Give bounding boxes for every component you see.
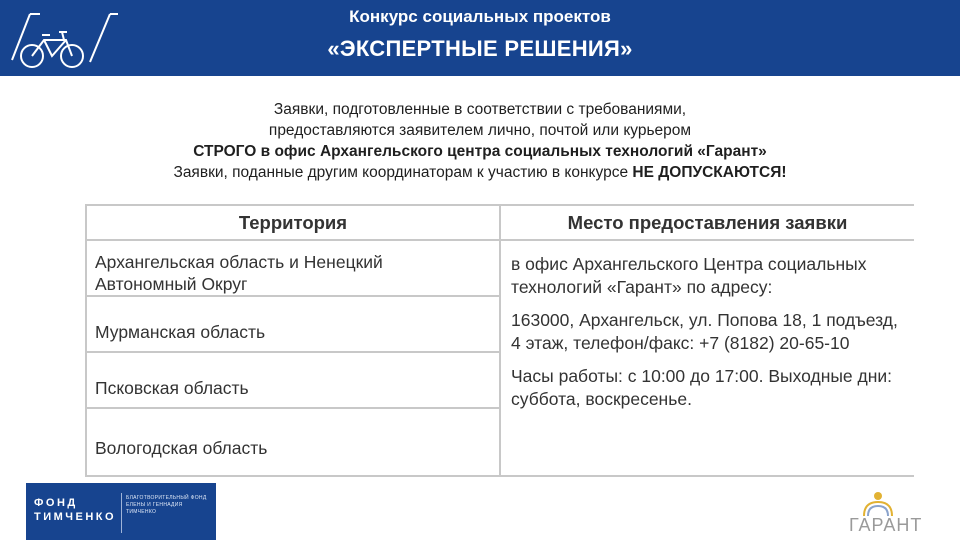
place-office: в офис Архангельского Центра социальных технологий «Гарант» по адресу:	[511, 254, 867, 297]
column-header-territory: Территория	[86, 205, 500, 240]
fund-name-line-1: ФОНД	[34, 497, 78, 509]
place-address: 163000, Архангельск, ул. Попова 18, 1 подъезд, 4 этаж, телефон/факс: +7 (8182) 20-65-10	[511, 310, 898, 353]
contest-subtitle: Конкурс социальных проектов	[349, 7, 611, 26]
place-cell	[500, 240, 914, 476]
place-hours: Часы работы: с 10:00 до 17:00. Выходные дни: суббота, воскресенье.	[511, 366, 893, 409]
intro-line-4-emphasis: НЕ ДОПУСКАЮТСЯ!	[632, 164, 787, 181]
submission-table	[85, 204, 914, 477]
territory-cell: Псковская область	[86, 352, 500, 408]
fund-name	[34, 496, 116, 524]
territory-cell: Мурманская область	[86, 296, 500, 352]
timchenko-fund-logo	[26, 483, 216, 540]
intro-line-2: предоставляются заявителем лично, почтой или курьером	[268, 122, 692, 139]
fund-divider	[121, 493, 122, 533]
fund-name-line-2: ТИМЧЕНКО	[34, 511, 117, 523]
territory-cell: Вологодская область	[86, 408, 500, 476]
intro-line-4-text: Заявки, поданные другим координаторам к участию в конкурсе	[173, 164, 633, 181]
page-title: «ЭКСПЕРТНЫЕ РЕШЕНИЯ»	[327, 36, 633, 61]
intro-text	[60, 99, 900, 183]
intro-line-1: Заявки, подготовленные в соответствии с требованиями,	[273, 101, 687, 118]
intro-line-3: СТРОГО в офис Архангельского центра социальных технологий «Гарант»	[193, 143, 767, 160]
intro-line-4	[60, 162, 900, 183]
header-bar	[0, 0, 960, 76]
territory-cell: Архангельская область и Ненецкий Автономный Округ	[86, 240, 500, 296]
fund-description: БЛАГОТВОРИТЕЛЬНЫЙ ФОНД ЕЛЕНЫ И ГЕННАДИЯ ТИМЧЕНКО	[126, 495, 207, 515]
column-header-place: Место предоставления заявки	[500, 205, 914, 240]
garant-logo-text: ГАРАНТ	[849, 515, 923, 535]
